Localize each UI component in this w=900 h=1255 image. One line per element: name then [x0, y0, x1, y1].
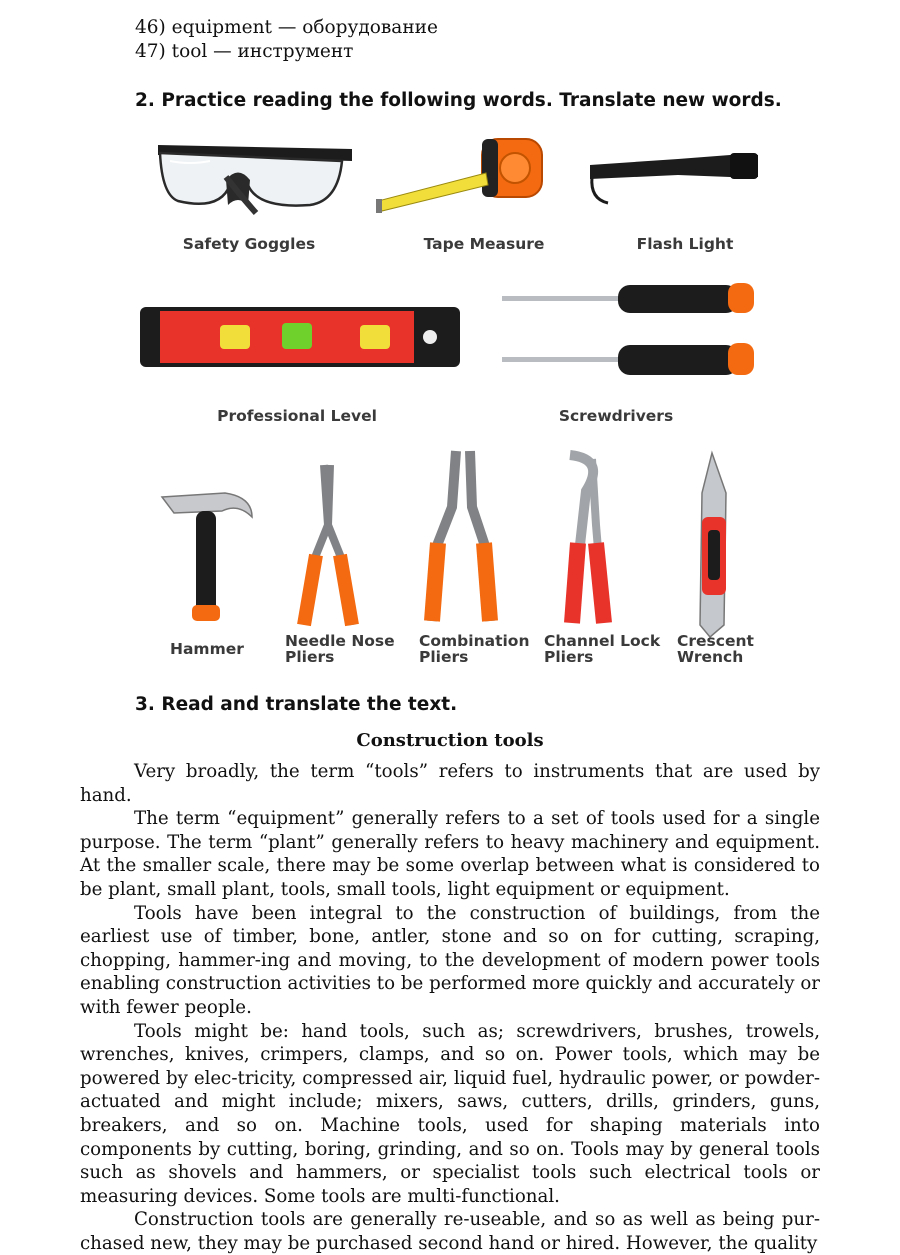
hammer-image — [162, 493, 252, 621]
caption-combination-pliers — [419, 633, 529, 665]
tools-illustration — [130, 125, 780, 685]
paragraph: Very broadly, the term “tools” refers to instruments that are used by hand. — [80, 761, 820, 806]
tools-figure-graphic — [130, 125, 780, 685]
caption-line: Crescent — [677, 632, 754, 650]
paragraph: Tools have been integral to the construction of buildings, from the earliest use of timber, bone, antler, stone and so on for cutting, scraping, chopping, hammer-ing and moving, to the development of modern power tools enabling construction activities to be performed more quickly and accurately or with fewer people. — [80, 902, 820, 1018]
caption-hammer: Hammer — [170, 640, 244, 658]
caption-safety-goggles: Safety Goggles — [182, 235, 316, 253]
caption-line: Pliers — [419, 648, 469, 666]
caption-line: Pliers — [285, 648, 335, 666]
paragraph: The term “equipment” generally refers to a set of tools used for a single purpose. The term “plant” generally refers to heavy machinery and equipment. At the smaller scale, there may be some overlap between what is considered to be plant, small plant, tools, small tools, light equipment or equipment. — [80, 808, 820, 900]
channel-lock-pliers-image — [570, 455, 604, 623]
needle-nose-pliers-image — [304, 465, 352, 625]
caption-line: Wrench — [677, 648, 744, 666]
combination-pliers-image — [432, 451, 490, 621]
caption-line: Channel Lock — [544, 632, 661, 650]
task-2-heading: 2. Practice reading the following words. Translate new words. — [135, 90, 782, 111]
text-body — [80, 760, 820, 1255]
caption-tape-measure: Tape Measure — [423, 235, 545, 253]
caption-line: Pliers — [544, 648, 594, 666]
tape-measure-image — [376, 139, 542, 213]
caption-flash-light: Flash Light — [636, 235, 734, 253]
caption-screwdrivers: Screwdrivers — [558, 407, 674, 425]
professional-level-image — [140, 307, 460, 367]
caption-professional-level: Professional Level — [217, 407, 377, 425]
vocabulary-list — [135, 16, 438, 64]
caption-channel-lock-pliers — [544, 633, 660, 665]
paragraph: Tools might be: hand tools, such as; screwdrivers, brushes, trowels, wrenches, knives, crimpers, clamps, and so on. Power tools, which may be powered by elec-tricity, compressed air, liquid fuel, hydraulic power, or powder-actuated and might include; mixers, saws, cutters, drills, grinders, guns, breakers, and so on. Machine tools, used for shaping materials into components by cutting, boring, grinding, and so on. Tools may by general tools such as shovels and hammers, or specialist tools such electrical tools or measuring devices. Some tools are multi-functional. — [80, 1020, 820, 1207]
caption-crescent-wrench — [677, 633, 754, 665]
text-title: Construction tools — [356, 730, 544, 751]
caption-line: Needle Nose — [285, 632, 395, 650]
crescent-wrench-image — [700, 453, 726, 637]
caption-line: Combination — [419, 632, 530, 650]
task-3-heading: 3. Read and translate the text. — [135, 694, 458, 715]
flashlight-image — [590, 153, 758, 203]
screwdrivers-image — [502, 283, 754, 375]
paragraph: Construction tools are generally re-useable, and so as well as being pur-chased new, they may be purchased second hand or hired. However, the quality — [80, 1209, 820, 1254]
caption-needle-nose-pliers — [285, 633, 395, 665]
vocab-item-equipment: 46) equipment — оборудование — [135, 17, 438, 38]
safety-goggles-image — [158, 145, 352, 213]
vocab-item-tool: 47) tool — инструмент — [135, 41, 354, 62]
